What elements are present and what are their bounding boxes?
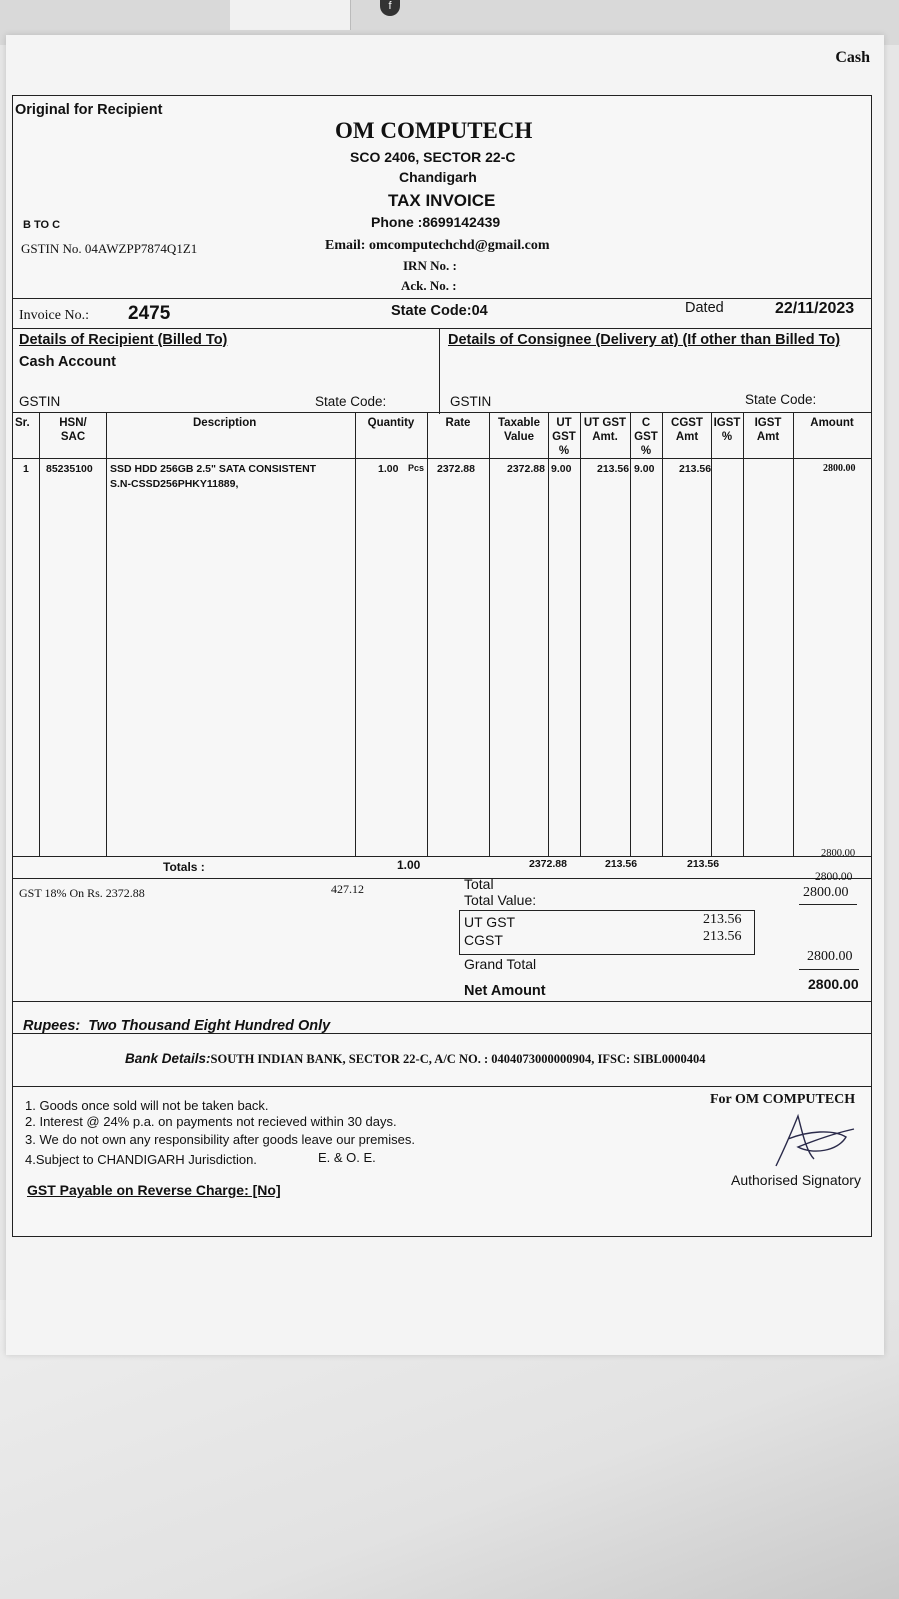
bank-details: Bank Details:SOUTH INDIAN BANK, SECTOR 22-C, A/C NO. : 0404073000000904, IFSC: SIBL0000404: [125, 1051, 706, 1066]
gst-note: GST 18% On Rs. 2372.88: [19, 886, 145, 900]
header-sr: Sr.: [15, 417, 30, 429]
cgst-label: CGST: [464, 932, 503, 948]
net-amount-label: Net Amount: [464, 983, 546, 999]
total-value-label: Total Value:: [464, 892, 537, 908]
utgst-label: UT GST: [464, 914, 516, 930]
row-rate: 2372.88: [437, 463, 475, 475]
recipient-heading: Details of Recipient (Billed To): [19, 332, 228, 348]
header-amount: Amount: [810, 417, 854, 429]
header-utgst-pct: UT GST %: [552, 417, 576, 457]
col-line: [711, 412, 712, 856]
invoice-paper: [6, 35, 884, 1355]
col-line: [355, 412, 356, 856]
row-description-line1: SSD HDD 256GB 2.5" SATA CONSISTENT: [110, 463, 317, 475]
col-line: [580, 412, 581, 856]
row-quantity: 1.00: [378, 463, 399, 475]
payment-mode: Cash: [835, 49, 870, 66]
b2c-label: B TO C: [23, 219, 61, 231]
company-name: OM COMPUTECH: [335, 118, 533, 143]
consignee-heading: Details of Consignee (Delivery at) (If other than Billed To): [448, 332, 841, 348]
cgst-amount: 213.56: [703, 929, 742, 944]
divider: [439, 328, 440, 414]
header-quantity: Quantity: [367, 417, 415, 429]
col-line: [106, 412, 107, 856]
row-hsn: 85235100: [46, 463, 93, 475]
term-1: 1. Goods once sold will not be taken back.: [25, 1098, 269, 1113]
term-2: 2. Interest @ 24% p.a. on payments not recieved within 30 days.: [25, 1114, 397, 1129]
row-cgst-amt: 213.56: [679, 463, 712, 475]
header-rate: Rate: [445, 417, 471, 429]
reverse-charge: GST Payable on Reverse Charge: [No]: [27, 1182, 281, 1198]
invoice-sheet: [12, 95, 872, 1237]
totals-border: [13, 878, 871, 879]
row-utgst-amt: 213.56: [597, 463, 630, 475]
col-line: [662, 412, 663, 856]
net-amount: 2800.00: [808, 976, 859, 992]
grand-total-label: Grand Total: [464, 956, 537, 972]
totals-quantity: 1.00: [397, 858, 421, 872]
header-description: Description: [193, 417, 257, 429]
row-amount: 2800.00: [823, 463, 856, 474]
header-cgst-pct: C GST %: [634, 417, 658, 457]
company-email: Email: omcomputechchd@gmail.com: [325, 238, 550, 253]
invoice-no-label: Invoice No.:: [19, 308, 89, 323]
header-utgst-amt: UT GST Amt.: [583, 417, 627, 443]
divider: [13, 1001, 871, 1002]
col-line: [548, 412, 549, 856]
total-label: Total: [464, 876, 494, 892]
underline: [799, 969, 859, 970]
eoe-label: E. & O. E.: [318, 1150, 376, 1165]
row-cgst-pct: 9.00: [634, 463, 655, 475]
row-unit: Pcs: [408, 463, 425, 473]
header-igst-pct: IGST %: [713, 417, 741, 443]
company-phone: Phone :8699142439: [371, 214, 501, 230]
row-sr: 1: [23, 463, 29, 475]
company-city: Chandigarh: [399, 169, 477, 185]
header-igst-amt: IGST Amt: [754, 417, 782, 443]
ack-number: Ack. No. :: [401, 278, 457, 293]
invoice-date: 22/11/2023: [775, 300, 855, 317]
divider: [13, 298, 871, 299]
company-address: SCO 2406, SECTOR 22-C: [350, 149, 516, 165]
facebook-icon: f: [380, 0, 400, 16]
utgst-amount: 213.56: [703, 912, 742, 927]
col-line: [489, 412, 490, 856]
grand-total: 2800.00: [807, 949, 853, 964]
for-company: For OM COMPUTECH: [710, 1092, 856, 1107]
col-line: [793, 412, 794, 856]
divider: [13, 328, 871, 329]
copy-label: Original for Recipient: [15, 102, 163, 118]
consignee-state-code-label: State Code:: [745, 392, 817, 407]
term-3: 3. We do not own any responsibility after goods leave our premises.: [25, 1132, 415, 1147]
totals-utgst: 213.56: [605, 858, 638, 870]
totals-amount: 2800.00: [821, 848, 856, 859]
col-line: [743, 412, 744, 856]
total-amount: 2800.00: [815, 871, 853, 883]
header-taxable-value: Taxable Value: [498, 417, 540, 443]
signature-image: [758, 1111, 858, 1171]
col-line: [427, 412, 428, 856]
col-line: [39, 412, 40, 856]
totals-cgst: 213.56: [687, 858, 720, 870]
term-4: 4.Subject to CHANDIGARH Jurisdiction.: [25, 1152, 257, 1167]
recipient-state-code-label: State Code:: [315, 394, 387, 409]
header-hsn: HSN/ SAC: [59, 417, 87, 443]
invoice-no: 2475: [128, 303, 171, 324]
divider: [13, 1086, 871, 1087]
document-title: TAX INVOICE: [388, 191, 496, 210]
consignee-gstin-label: GSTIN: [450, 394, 492, 409]
header-cgst-amt: CGST Amt: [671, 417, 703, 443]
col-line: [630, 412, 631, 856]
table-body-border: [13, 856, 871, 857]
underline: [799, 904, 857, 905]
divider: [13, 1033, 871, 1034]
irn-number: IRN No. :: [403, 258, 457, 273]
authorised-signatory: Authorised Signatory: [731, 1172, 861, 1188]
paper-scrap: [230, 0, 351, 30]
recipient-name: Cash Account: [19, 354, 116, 370]
gst-amount: 427.12: [331, 882, 364, 896]
row-taxable: 2372.88: [507, 463, 545, 475]
totals-taxable: 2372.88: [529, 858, 567, 870]
rupees-in-words: Rupees: Two Thousand Eight Hundred Only: [23, 1018, 331, 1034]
totals-label: Totals :: [163, 860, 205, 874]
dated-label: Dated: [685, 300, 724, 316]
row-utgst-pct: 9.00: [551, 463, 572, 475]
recipient-gstin-label: GSTIN: [19, 394, 61, 409]
seller-gstin: GSTIN No. 04AWZPP7874Q1Z1: [21, 241, 198, 256]
total-value: 2800.00: [803, 885, 849, 900]
row-description-line2: S.N-CSSD256PHKY11889,: [110, 478, 239, 490]
state-code: State Code:04: [391, 303, 488, 319]
